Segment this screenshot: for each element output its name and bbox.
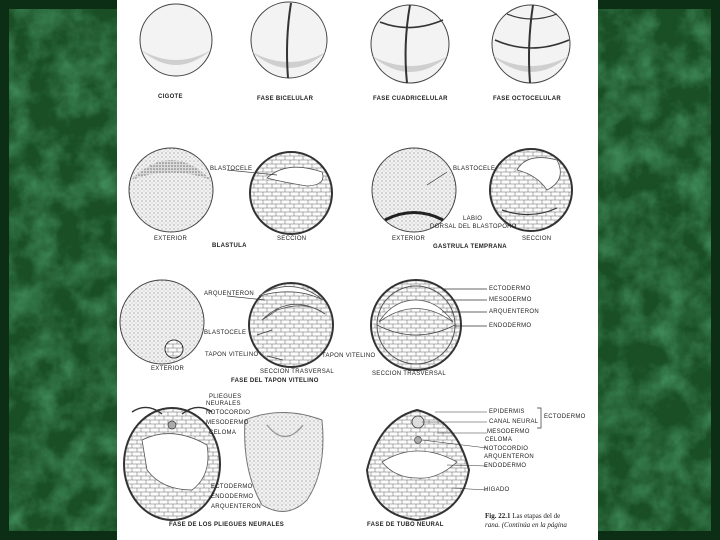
- label-ectodermo-tubo: ECTODERMO: [544, 414, 586, 420]
- label-fase-pliegues-neurales: FASE DE LOS PLIEGUES NEURALES: [169, 522, 285, 528]
- label-epidermis: EPIDERMIS: [489, 409, 525, 415]
- label-canal-neural: CANAL NEURAL: [489, 419, 539, 425]
- pliegues-exterior-drawing: [245, 413, 323, 512]
- label-blastocele-tapon: BLASTOCELE: [204, 330, 247, 336]
- label-blastula: BLASTULA: [212, 243, 247, 249]
- label-arquenteron: ARQUENTERON: [204, 291, 254, 297]
- figure-caption: [485, 512, 598, 530]
- label-fase-cuadricelular: FASE CUADRICELULAR: [373, 96, 448, 102]
- label-notocordio: NOTOCORDIO: [206, 410, 251, 416]
- label-arquenteron-pliegues: ARQUENTERON: [211, 504, 261, 510]
- blastula-exterior-drawing: [129, 148, 213, 232]
- cuadricelular-drawing: [371, 5, 449, 83]
- label-celoma-tubo: CELOMA: [485, 437, 513, 443]
- caption-line-1: Las etapas del de: [512, 512, 561, 520]
- label-seccion-trasversal-tardia: SECCION TRASVERSAL: [372, 371, 446, 377]
- label-celoma: CELOMA: [209, 430, 237, 436]
- label-ectodermo: ECTODERMO: [489, 286, 531, 292]
- octocelular-drawing: [492, 5, 570, 83]
- label-endodermo: ENDODERMO: [489, 323, 532, 329]
- label-mesodermo: MESODERMO: [489, 297, 532, 303]
- bicelular-drawing: [251, 2, 327, 78]
- label-seccion: SECCION: [277, 236, 307, 242]
- label-cigote: CIGOTE: [158, 94, 183, 100]
- gastrula-section-drawing: [490, 149, 572, 231]
- label-exterior: EXTERIOR: [154, 236, 188, 242]
- label-seccion-gastrula: SECCION: [522, 236, 552, 242]
- label-notocordio-tubo: NOTOCORDIO: [484, 446, 529, 452]
- figure-number: Fig. 22.1: [485, 512, 511, 520]
- label-endodermo-tubo: ENDODERMO: [484, 463, 527, 469]
- label-tapon-vitelino-right: TAPON VITELINO: [322, 353, 376, 359]
- cigote-drawing: [140, 4, 212, 76]
- label-mesodermo-pliegues: MESODERMO: [206, 420, 249, 426]
- label-fase-tapon-vitelino: FASE DEL TAPON VITELINO: [231, 378, 319, 384]
- label-tapon-vitelino-left: TAPON VITELINO: [205, 352, 259, 358]
- label-arquenteron-tardia: ARQUENTERON: [489, 309, 539, 315]
- label-labio: LABIO: [463, 216, 483, 222]
- label-fase-octocelular: FASE OCTOCELULAR: [493, 96, 562, 102]
- label-gastrula-temprana: GASTRULA TEMPRANA: [433, 244, 507, 250]
- caption-line-2: rana. (Continúa en la página: [485, 521, 567, 529]
- gastrula-exterior-drawing: [372, 148, 456, 232]
- label-fase-tubo-neural: FASE DE TUBO NEURAL: [367, 522, 444, 528]
- label-endodermo-pliegues: ENDODERMO: [211, 494, 254, 500]
- label-arquenteron-tubo: ARQUENTERON: [484, 454, 534, 460]
- label-blastocele-gastrula: BLASTOCELE: [453, 166, 496, 172]
- label-pliegues: PLIEGUES: [209, 394, 242, 400]
- blastula-section-drawing: [227, 152, 332, 234]
- label-higado: HIGADO: [484, 487, 510, 493]
- label-neurales: NEURALES: [206, 401, 241, 407]
- label-seccion-trasversal: SECCION TRASVERSAL: [260, 369, 334, 375]
- label-labio-dorsal: DORSAL DEL BLASTOPORO: [430, 224, 517, 230]
- label-exterior-gastrula: EXTERIOR: [392, 236, 426, 242]
- label-exterior-tapon: EXTERIOR: [151, 366, 185, 372]
- embryo-diagram-sheet: [117, 0, 598, 540]
- tapon-exterior-drawing: [120, 280, 204, 364]
- label-ectodermo-pliegues: ECTODERMO: [211, 484, 253, 490]
- label-blastocele: BLASTOCELE: [210, 166, 253, 172]
- label-mesodermo-tubo: MESODERMO: [487, 429, 530, 435]
- label-fase-bicelular: FASE BICELULAR: [257, 96, 314, 102]
- gastrula-tardia-section-drawing: [371, 280, 487, 370]
